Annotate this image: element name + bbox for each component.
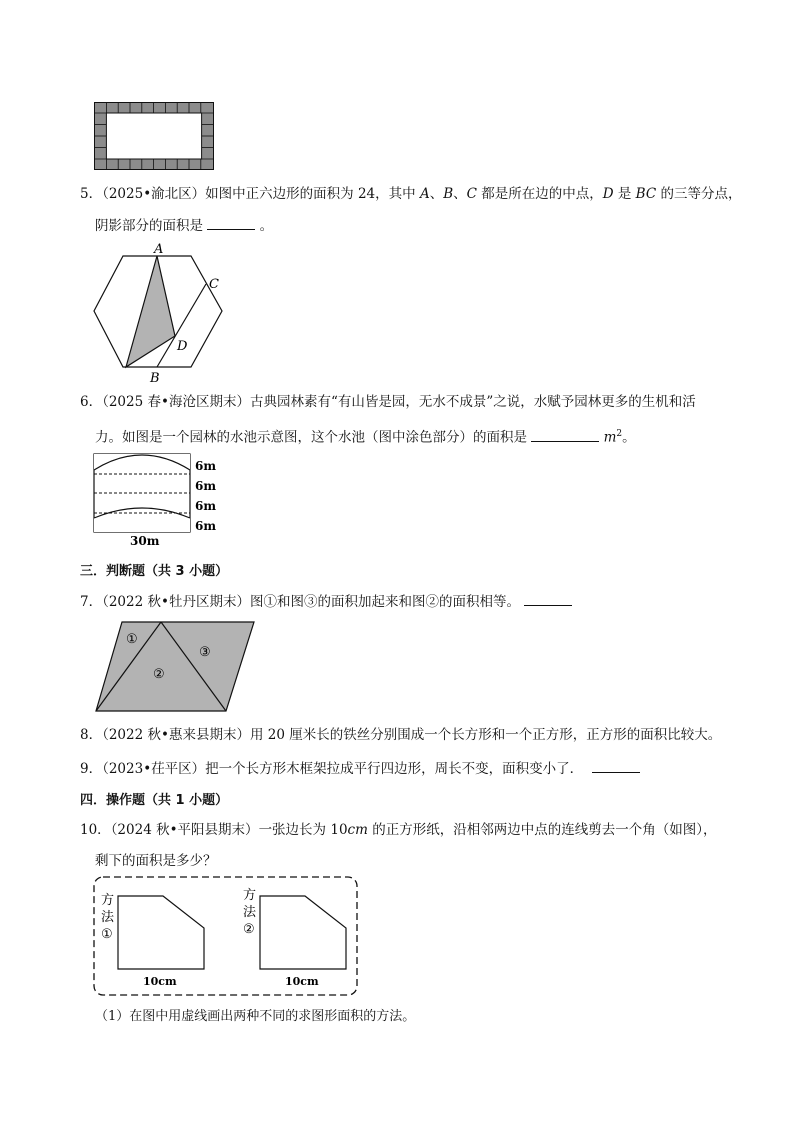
q5-var-bc: BC xyxy=(635,186,657,202)
method1-dim: 10cm xyxy=(143,975,177,988)
q10-text-2: 剩下的面积是多少？ xyxy=(95,853,217,869)
method2-dim: 10cm xyxy=(285,975,319,988)
q7-line xyxy=(80,591,572,612)
section-3-title: 三．判断题（共 3 小题） xyxy=(80,564,229,579)
q5-var-b: B xyxy=(443,186,454,202)
q5-var-a: A xyxy=(419,186,430,202)
q6-number: 6． xyxy=(80,394,103,410)
q8-text: 用 20 厘米长的铁丝分别围成一个长方形和一个正方形，正方形的面积比较大。 xyxy=(249,727,722,743)
q6-answer-blank[interactable] xyxy=(531,427,599,442)
q5-var-d: D xyxy=(602,186,614,202)
q9-answer-blank[interactable] xyxy=(592,758,640,773)
method2-char-1: 方 xyxy=(243,888,257,903)
q5-answer-blank[interactable] xyxy=(207,215,255,230)
q9-line xyxy=(80,758,640,779)
method1-char-1: 方 xyxy=(101,893,115,908)
q8-source: （2022 秋•惠来县期末） xyxy=(102,727,250,743)
q5-number: 5． xyxy=(80,186,103,202)
parallelogram-figure xyxy=(94,620,256,714)
q10-sub1 xyxy=(95,1007,415,1027)
para-label-3: ③ xyxy=(199,645,211,660)
q8-line xyxy=(80,725,721,745)
tile-border-figure xyxy=(94,102,214,170)
pond-label-h2: 6m xyxy=(195,479,217,493)
q5-text-part3: 是 xyxy=(613,186,636,202)
hex-label-c: C xyxy=(209,277,219,292)
hex-label-a: A xyxy=(154,242,164,257)
q5-sep-2: 、 xyxy=(453,186,467,202)
para-label-1: ① xyxy=(126,632,138,647)
q10-text-1a: 一张边长为 10 xyxy=(258,822,348,838)
method1-char-2: 法 xyxy=(101,910,115,925)
q10-line-1 xyxy=(80,820,716,840)
q10-line-2 xyxy=(95,851,217,871)
q5-text-part4: 的三等分点， xyxy=(656,186,742,202)
q7-answer-blank[interactable] xyxy=(524,591,572,606)
q9-source: （2023•茌平区） xyxy=(102,761,206,777)
q6-text-1: 古典园林素有“有山皆是园，无水不成景”之说，水赋予园林更多的生机和活 xyxy=(249,394,696,410)
q5-line-1 xyxy=(80,184,741,204)
q6-period: 。 xyxy=(622,429,636,446)
q6-unit-sup: 2 xyxy=(616,429,623,439)
q5-text-part1: 如图中正六边形的面积为 24，其中 xyxy=(205,186,420,202)
method2-char-3: ② xyxy=(243,922,255,937)
q6-line-2 xyxy=(95,424,636,448)
q10-source: （2024 秋•平阳县期末） xyxy=(110,822,259,838)
pond-label-h3: 6m xyxy=(195,499,217,513)
pond-label-h4: 6m xyxy=(195,519,217,533)
q10-sub1-text: （1）在图中用虚线画出两种不同的求图形面积的方法。 xyxy=(95,1009,416,1024)
para-label-2: ② xyxy=(153,667,165,682)
q8-number: 8． xyxy=(80,727,103,743)
method2-char-2: 法 xyxy=(243,905,257,920)
hex-label-d: D xyxy=(177,339,188,354)
q6-text-2: 力。如图是一个园林的水池示意图，这个水池（图中涂色部分）的面积是 xyxy=(95,429,527,446)
q9-number: 9． xyxy=(80,761,103,777)
q5-line-2 xyxy=(95,215,273,236)
q9-text: 把一个长方形木框架拉成平行四边形，周长不变，面积变小了． xyxy=(205,761,584,777)
pond-figure xyxy=(92,452,222,548)
q7-number: 7． xyxy=(80,594,103,610)
q10-text-1b: 的正方形纸，沿相邻两边中点的连线剪去一个角（如图）， xyxy=(367,822,717,838)
q10-number: 10． xyxy=(80,822,111,838)
q5-var-c: C xyxy=(466,186,477,202)
pond-label-h1: 6m xyxy=(195,459,217,473)
section-4-title: 四．操作题（共 1 小题） xyxy=(80,793,229,808)
hexagon-figure xyxy=(88,240,228,385)
q5-period: 。 xyxy=(259,218,274,234)
q10-unit-cm: cm xyxy=(347,822,368,838)
q5-answer-prompt: 阴影部分的面积是 xyxy=(95,218,203,234)
q5-text-part2: 都是所在边的中点， xyxy=(476,186,603,202)
q5-sep-1: 、 xyxy=(429,186,444,202)
hex-label-b: B xyxy=(150,371,160,385)
method1-char-3: ① xyxy=(101,927,113,942)
q6-line-1 xyxy=(80,392,696,412)
cut-square-figure xyxy=(93,876,359,998)
q7-source: （2022 秋•牡丹区期末） xyxy=(102,594,250,610)
q7-text: 图①和图③的面积加起来和图②的面积相等。 xyxy=(249,594,520,610)
pond-label-width: 30m xyxy=(130,534,160,548)
q6-source: （2025 春•海沧区期末） xyxy=(102,394,250,410)
q5-source: （2025•渝北区） xyxy=(102,186,206,202)
q6-unit: m xyxy=(603,429,617,446)
